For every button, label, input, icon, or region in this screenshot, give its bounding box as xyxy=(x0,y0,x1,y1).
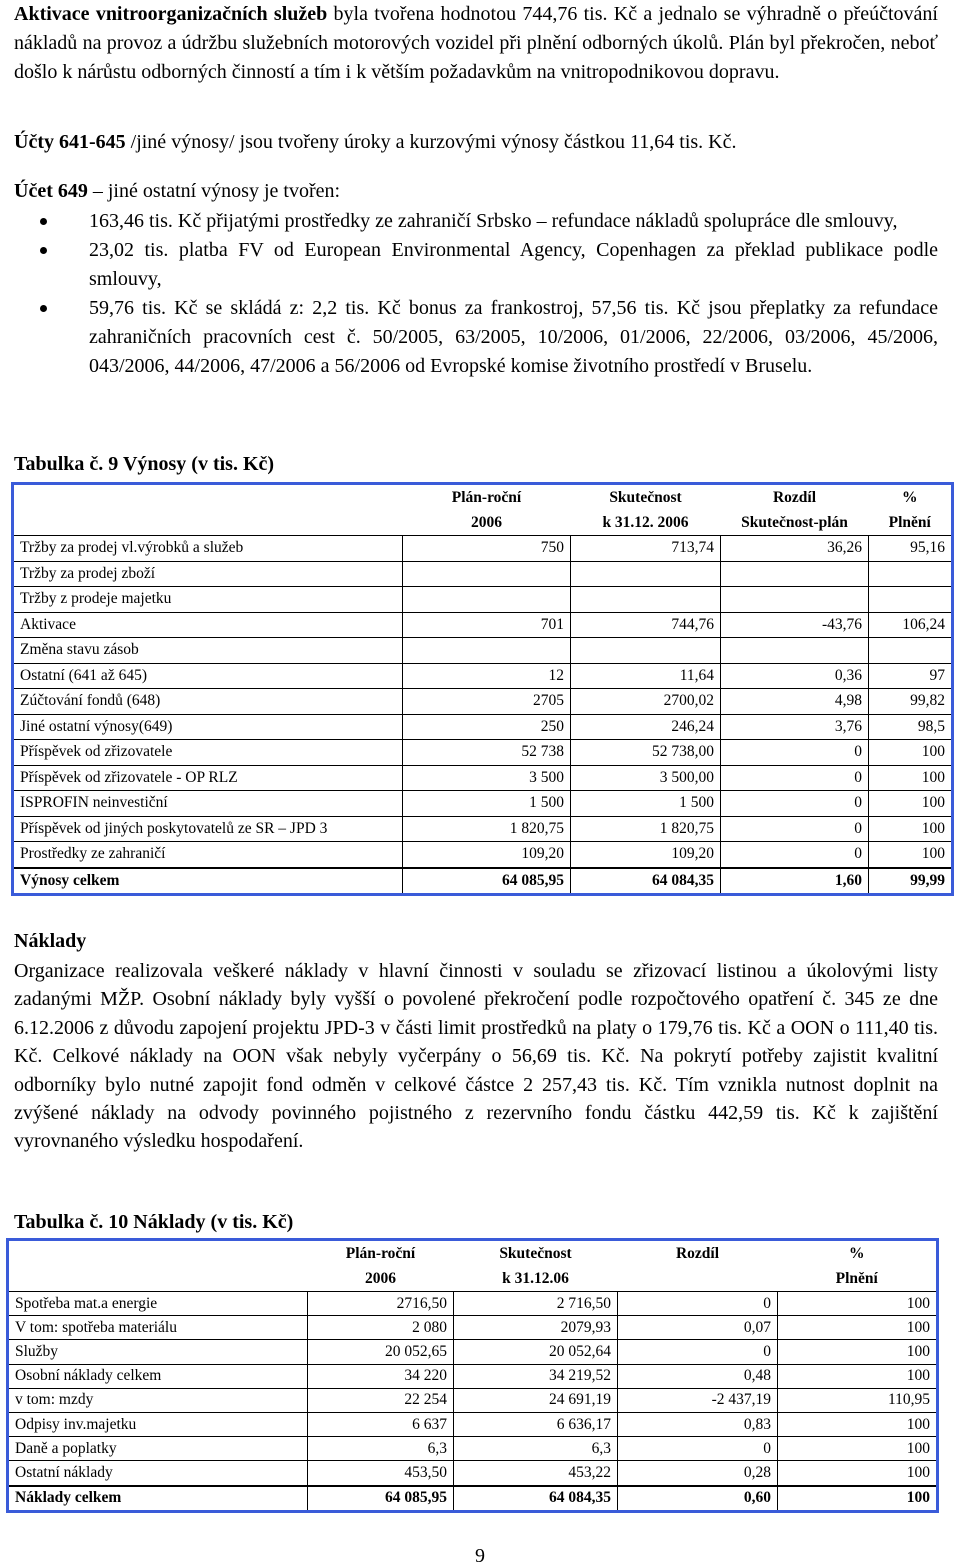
cell-value: 100 xyxy=(778,1486,938,1512)
cell-value: 95,16 xyxy=(869,536,953,562)
cell-value: -43,76 xyxy=(721,612,869,638)
cell-value: -2 437,19 xyxy=(618,1388,778,1412)
table9-header-plan xyxy=(403,484,571,536)
cell-value: 99,82 xyxy=(869,689,953,715)
header-line: k 31.12. 2006 xyxy=(602,514,689,531)
paragraph-ucty-text: /jiné výnosy/ jsou tvořeny úroky a kurzovými výnosy částkou 11,64 tis. Kč. xyxy=(125,131,737,153)
header-line: Plán-roční xyxy=(345,1245,416,1262)
paragraph-aktivace xyxy=(14,0,938,87)
cell-value xyxy=(869,561,953,587)
row-label: Náklady celkem xyxy=(8,1486,308,1512)
cell-value: 0,28 xyxy=(618,1461,778,1486)
row-label: Zúčtování fondů (648) xyxy=(13,689,403,715)
cell-value: 750 xyxy=(403,536,571,562)
cell-value: 64 084,35 xyxy=(571,868,721,895)
table-row xyxy=(13,612,953,638)
cell-value: 0 xyxy=(721,765,869,791)
table9-header-rozdil xyxy=(721,484,869,536)
cell-value: 100 xyxy=(869,842,953,868)
table-row xyxy=(13,791,953,817)
row-label: Výnosy celkem xyxy=(13,868,403,895)
bullet-item: 23,02 tis. platba FV od European Environmental Agency, Copenhagen za překlad publikace podle smlouvy, xyxy=(14,236,938,294)
header-line: Skutečnost xyxy=(499,1245,572,1262)
table-row xyxy=(8,1412,938,1436)
row-label: Aktivace xyxy=(13,612,403,638)
paragraph-ucty-641-645 xyxy=(14,128,938,157)
header-line xyxy=(624,1266,772,1291)
cell-value xyxy=(721,561,869,587)
table-row xyxy=(8,1316,938,1340)
cell-value: 52 738,00 xyxy=(571,740,721,766)
row-label: Ostatní náklady xyxy=(8,1461,308,1486)
cell-value: 4,98 xyxy=(721,689,869,715)
cell-value: 0 xyxy=(721,791,869,817)
row-label: Příspěvek od jiných poskytovatelů ze SR – JPD 3 xyxy=(13,816,403,842)
cell-value xyxy=(571,561,721,587)
paragraph-ucet-649-lead: Účet 649 xyxy=(14,180,88,202)
cell-value: 64 085,95 xyxy=(403,868,571,895)
cell-value: 0,07 xyxy=(618,1316,778,1340)
cell-value: 0,60 xyxy=(618,1486,778,1512)
header-line: Skutečnost-plán xyxy=(741,514,848,531)
table-row xyxy=(13,714,953,740)
cell-value: 1 500 xyxy=(403,791,571,817)
cell-value: 22 254 xyxy=(308,1388,454,1412)
table10-header-skutecnost xyxy=(454,1240,618,1292)
cell-value: 100 xyxy=(869,765,953,791)
cell-value: 99,99 xyxy=(869,868,953,895)
row-label: Jiné ostatní výnosy(649) xyxy=(13,714,403,740)
row-label: Změna stavu zásob xyxy=(13,638,403,664)
header-line: Skutečnost xyxy=(609,489,682,506)
cell-value: 453,22 xyxy=(454,1461,618,1486)
paragraph-aktivace-lead: Aktivace vnitroorganizačních služeb xyxy=(14,3,328,25)
cell-value: 250 xyxy=(403,714,571,740)
table9-body xyxy=(13,536,953,895)
cell-value: 110,95 xyxy=(778,1388,938,1412)
table-row xyxy=(13,587,953,613)
cell-value: 0,48 xyxy=(618,1364,778,1388)
cell-value: 2716,50 xyxy=(308,1292,454,1316)
row-label: Tržby za prodej zboží xyxy=(13,561,403,587)
paragraph-ucet-649-text: – jiné ostatní výnosy je tvořen: xyxy=(87,180,341,202)
row-label: Spotřeba mat.a energie xyxy=(8,1292,308,1316)
cell-value: 34 219,52 xyxy=(454,1364,618,1388)
cell-value: 0 xyxy=(721,816,869,842)
table9-header-row xyxy=(13,484,953,536)
cell-value: 100 xyxy=(778,1292,938,1316)
cell-value xyxy=(721,587,869,613)
table-row xyxy=(8,1292,938,1316)
cell-value: 1 500 xyxy=(571,791,721,817)
cell-value: 98,5 xyxy=(869,714,953,740)
table-row xyxy=(13,536,953,562)
cell-value: 100 xyxy=(778,1364,938,1388)
cell-value: 52 738 xyxy=(403,740,571,766)
table10-header-label xyxy=(8,1240,308,1292)
cell-value: 6 637 xyxy=(308,1412,454,1436)
row-label: Odpisy inv.majetku xyxy=(8,1412,308,1436)
cell-value: 11,64 xyxy=(571,663,721,689)
header-line: Rozdíl xyxy=(772,489,817,506)
header-line: % xyxy=(849,1245,865,1262)
cell-value: 0 xyxy=(618,1340,778,1364)
cell-value: 109,20 xyxy=(403,842,571,868)
table10-header-plan xyxy=(308,1240,454,1292)
table-row xyxy=(8,1388,938,1412)
table-row xyxy=(13,740,953,766)
cell-value xyxy=(869,638,953,664)
table-row xyxy=(13,689,953,715)
table9-header-label xyxy=(13,484,403,536)
row-label: v tom: mzdy xyxy=(8,1388,308,1412)
cell-value: 1,60 xyxy=(721,868,869,895)
cell-value: 3,76 xyxy=(721,714,869,740)
row-label: Tržby z prodeje majetku xyxy=(13,587,403,613)
cell-value: 24 691,19 xyxy=(454,1388,618,1412)
paragraph-ucet-649 xyxy=(14,177,938,206)
table-naklady xyxy=(6,1238,939,1513)
table-row xyxy=(8,1461,938,1486)
cell-value: 34 220 xyxy=(308,1364,454,1388)
cell-value: 109,20 xyxy=(571,842,721,868)
cell-value: 2705 xyxy=(403,689,571,715)
table-row xyxy=(13,816,953,842)
table-row xyxy=(13,765,953,791)
paragraph-naklady: Organizace realizovala veškeré náklady v hlavní činnosti v souladu se zřizovací listinou a úkolovými listy zadanými MŽP. Osobní náklady byly vyšší o povolené překročení podle rozpočtového opatření č. 345 ze dne 6.12.2006 z důvodu zapojení projektu JPD-3 v části limit prostředků na platy o 179,76 tis. Kč a OON o 111,40 tis. Kč. Celkové náklady na OON však nebyly vyčerpány o 56,69 tis. Kč. Na pokrytí potřeby zajistit kvalitní odborníky bylo nutné zapojit fond odměn v celkové částce 2 257,43 tis. Kč. Tím vznikla nutnost doplnit na zvýšené náklady na odvody povinného pojistného z rezervního fondu částku 442,59 tis. Kč k zajištění vyrovnaného výsledku hospodaření. xyxy=(14,960,938,1153)
table-row xyxy=(8,1437,938,1461)
table10-caption: Tabulka č. 10 Náklady (v tis. Kč) xyxy=(14,1211,294,1233)
table10-header-rozdil xyxy=(618,1240,778,1292)
row-label: Ostatní (641 až 645) xyxy=(13,663,403,689)
cell-value: 0,83 xyxy=(618,1412,778,1436)
row-label: Služby xyxy=(8,1340,308,1364)
section-heading-naklady: Náklady xyxy=(14,930,87,952)
row-label: Osobní náklady celkem xyxy=(8,1364,308,1388)
bullet-item: 163,46 tis. Kč přijatými prostředky ze zahraničí Srbsko – refundace nákladů spolupráce dle smlouvy, xyxy=(14,207,938,236)
cell-value: 20 052,64 xyxy=(454,1340,618,1364)
cell-value: 2079,93 xyxy=(454,1316,618,1340)
row-label: Příspěvek od zřizovatele - OP RLZ xyxy=(13,765,403,791)
header-line: Plnění xyxy=(835,1270,878,1287)
header-line: Rozdíl xyxy=(675,1245,720,1262)
table-row xyxy=(13,638,953,664)
table-row xyxy=(13,561,953,587)
table-total-row xyxy=(8,1486,938,1512)
cell-value: 2700,02 xyxy=(571,689,721,715)
cell-value: 106,24 xyxy=(869,612,953,638)
table-row xyxy=(8,1340,938,1364)
cell-value: 3 500,00 xyxy=(571,765,721,791)
cell-value: 6,3 xyxy=(308,1437,454,1461)
table10-header-row xyxy=(8,1240,938,1292)
cell-value xyxy=(571,587,721,613)
row-label: Daně a poplatky xyxy=(8,1437,308,1461)
cell-value: 100 xyxy=(778,1340,938,1364)
header-line: Plán-roční xyxy=(451,489,522,506)
cell-value: 453,50 xyxy=(308,1461,454,1486)
row-label: Příspěvek od zřizovatele xyxy=(13,740,403,766)
cell-value: 1 820,75 xyxy=(403,816,571,842)
cell-value: 20 052,65 xyxy=(308,1340,454,1364)
table-row xyxy=(13,663,953,689)
cell-value: 0,36 xyxy=(721,663,869,689)
table-row xyxy=(13,842,953,868)
row-label: ISPROFIN neinvestiční xyxy=(13,791,403,817)
cell-value: 2 716,50 xyxy=(454,1292,618,1316)
cell-value: 100 xyxy=(869,816,953,842)
cell-value: 97 xyxy=(869,663,953,689)
cell-value: 36,26 xyxy=(721,536,869,562)
cell-value: 2 080 xyxy=(308,1316,454,1340)
cell-value: 0 xyxy=(721,740,869,766)
cell-value: 100 xyxy=(778,1461,938,1486)
table9-caption: Tabulka č. 9 Výnosy (v tis. Kč) xyxy=(14,453,275,475)
bullet-list-ucet-649 xyxy=(14,207,938,381)
row-label: Prostředky ze zahraničí xyxy=(13,842,403,868)
cell-value: 744,76 xyxy=(571,612,721,638)
cell-value: 246,24 xyxy=(571,714,721,740)
row-label: Tržby za prodej vl.výrobků a služeb xyxy=(13,536,403,562)
cell-value xyxy=(403,638,571,664)
bullet-item: 59,76 tis. Kč se skládá z: 2,2 tis. Kč bonus za frankostroj, 57,56 tis. Kč jsou přeplatky za refundace zahraničních pracovních cest č. 50/2005, 63/2005, 10/2006, 01/2006, 22/2006, 03/2006, 45/2006, 043/2006, 44/2006, 47/2006 a 56/2006 od Evropské komise životního prostředí v Bruselu. xyxy=(14,294,938,381)
cell-value xyxy=(869,587,953,613)
table-total-row xyxy=(13,868,953,895)
cell-value: 12 xyxy=(403,663,571,689)
cell-value: 100 xyxy=(869,740,953,766)
paragraph-ucty-lead: Účty 641-645 xyxy=(14,131,126,153)
cell-value: 100 xyxy=(778,1437,938,1461)
header-line: 2006 xyxy=(365,1270,396,1287)
cell-value: 1 820,75 xyxy=(571,816,721,842)
table10-body xyxy=(8,1292,938,1512)
table9-header-skutecnost xyxy=(571,484,721,536)
paragraph-aktivace-text: byla tvořena hodnotou 744,76 tis. Kč a jednalo se výhradně o přeúčtování nákladů na provoz a údržbu služebních motorových vozidel při plnění odborných úkolů. Plán byl překročen, neboť došlo k nárůstu odborných činností a tím i k větším požadavkům na vnitropodnikovou dopravu. xyxy=(14,3,938,83)
cell-value xyxy=(403,561,571,587)
table-row xyxy=(8,1364,938,1388)
cell-value: 100 xyxy=(778,1412,938,1436)
header-line: Plnění xyxy=(888,514,931,531)
table-vynosy xyxy=(11,482,954,896)
page-number: 9 xyxy=(475,1545,485,1567)
cell-value xyxy=(721,638,869,664)
cell-value: 701 xyxy=(403,612,571,638)
cell-value: 100 xyxy=(778,1316,938,1340)
header-line: % xyxy=(902,489,918,506)
header-line: 2006 xyxy=(471,514,502,531)
cell-value: 100 xyxy=(869,791,953,817)
cell-value: 64 084,35 xyxy=(454,1486,618,1512)
cell-value: 64 085,95 xyxy=(308,1486,454,1512)
cell-value: 0 xyxy=(618,1437,778,1461)
row-label: V tom: spotřeba materiálu xyxy=(8,1316,308,1340)
cell-value: 6,3 xyxy=(454,1437,618,1461)
table9-header-plneni xyxy=(869,484,953,536)
table10-header-plneni xyxy=(778,1240,938,1292)
cell-value xyxy=(571,638,721,664)
cell-value: 0 xyxy=(721,842,869,868)
cell-value: 0 xyxy=(618,1292,778,1316)
cell-value: 6 636,17 xyxy=(454,1412,618,1436)
header-line: k 31.12.06 xyxy=(502,1270,569,1287)
cell-value: 713,74 xyxy=(571,536,721,562)
cell-value: 3 500 xyxy=(403,765,571,791)
cell-value xyxy=(403,587,571,613)
